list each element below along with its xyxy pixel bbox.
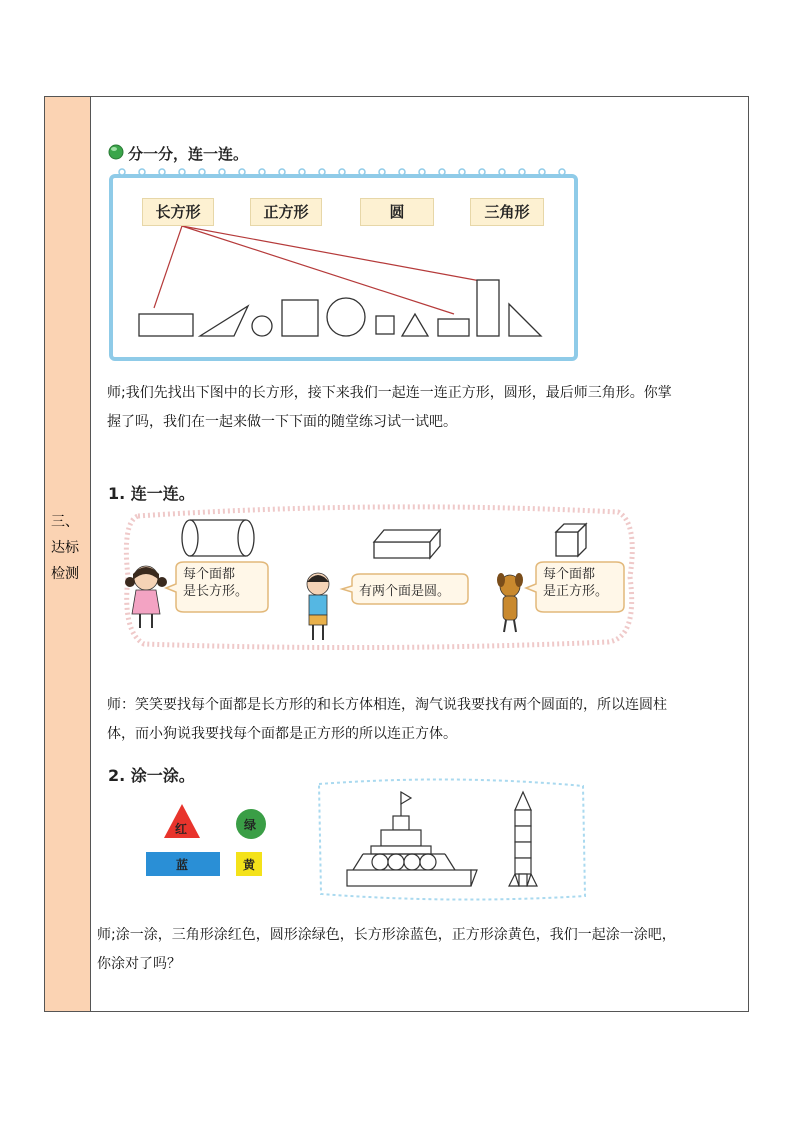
paragraph-3 [97,921,747,979]
color-label-red: 红 [175,822,188,836]
paragraph-3-line-1: 师;涂一涂，三角形涂红色，圆形涂绿色，长方形涂蓝色，正方形涂黄色，我们一起涂一涂吧， [97,927,676,943]
label-triangle: 三角形 [470,198,544,226]
bubble-1-line-2: 是长方形。 [183,584,249,599]
label-rectangle: 长方形 [142,198,214,226]
color-label-green: 绿 [244,818,257,832]
bubble-3-line-2: 是正方形。 [543,584,609,599]
section-column [45,97,91,1011]
bubble-1-line-1: 每个面都 [183,567,236,582]
bubble-1-text [183,566,267,600]
drawing-board [313,776,591,904]
matching-board [106,166,580,362]
section-label-line3: 检测 [51,566,79,582]
exercise-2-title: 2. 涂一涂。 [108,766,195,785]
bubble-2-text [359,583,471,600]
paragraph-2 [107,691,743,749]
exercise-1-title: 1. 连一连。 [108,484,195,503]
bubble-3-text [543,566,627,600]
activity-match-title: 分一分，连一连。 [128,145,249,163]
bubble-2-line-1: 有两个面是圆。 [359,584,451,599]
paragraph-1-line-1: 师;我们先找出下图中的长方形，接下来我们一起连一连正方形，圆形，最后师三角形。你掌 [107,385,672,401]
paragraph-3-line-2: 你涂对了吗？ [97,956,181,972]
section-label-line2: 达标 [51,540,79,556]
section-label-line1: 三、 [51,514,79,530]
color-label-yellow: 黄 [243,858,256,872]
color-label-blue: 蓝 [176,858,189,872]
green-dot-icon [108,144,124,160]
label-circle: 圆 [360,198,434,226]
label-square: 正方形 [250,198,322,226]
paragraph-2-line-1: 师：笑笑要找每个面都是长方形的和长方体相连，淘气说我要找有两个圆面的，所以连圆柱 [107,697,667,713]
paragraph-2-line-2: 体，而小狗说我要找每个面都是正方形的所以连正方体。 [107,726,457,742]
color-swatches [140,800,280,882]
section-label [51,509,87,587]
paragraph-1 [107,379,743,437]
paragraph-1-line-2: 握了吗，我们在一起来做一下下面的随堂练习试一试吧。 [107,414,457,430]
bubble-3-line-1: 每个面都 [543,567,596,582]
